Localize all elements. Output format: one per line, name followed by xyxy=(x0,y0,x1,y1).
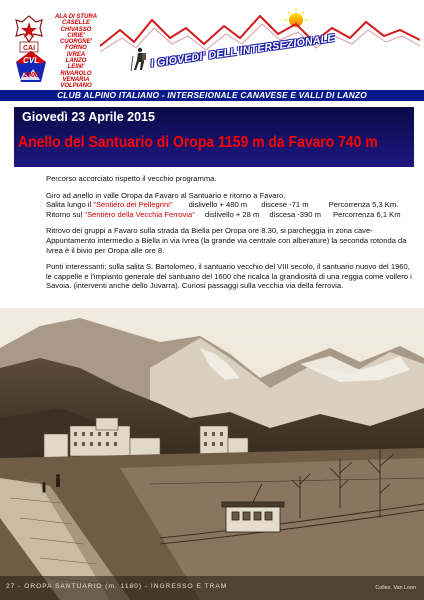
cai-line: CLUB ALPINO ITALIANO - INTERSEIONALE CANAVESE E VALLI DI LANZO xyxy=(57,90,367,100)
ascent-percorrenza: Percorrenza 5,3 Km. xyxy=(328,200,399,210)
town: RIVAROLO xyxy=(60,70,92,77)
town: CUORGNE' xyxy=(59,39,93,46)
descent-prefix: Ritorno sul xyxy=(46,209,85,219)
town: VOLPIANO xyxy=(60,83,92,90)
banner-title: I GIOVEDI' DELL'INTERSEZIONALE xyxy=(150,32,336,70)
header xyxy=(0,0,424,100)
photo-credit: Collez. Van Loon xyxy=(375,585,416,591)
descent-line xyxy=(46,210,416,220)
oropa-photo xyxy=(0,308,424,600)
badge-text: CVL xyxy=(23,56,39,65)
intro-line: Percorso accorciato rispetto il vecchio programma. xyxy=(46,174,217,183)
route-line: Giro ad anello in valle Oropa da Favaro al Santuario e ritorno a Favaro. xyxy=(46,190,286,200)
descent-path: "Sentiero della Vecchia Ferrovia" xyxy=(84,209,195,219)
town: IVREA xyxy=(66,51,86,58)
town: LANZO xyxy=(65,58,87,65)
points-paragraph: Punti interessanti; sulla salita S. Bartolomeo, il santuario vecchio del VIII secolo, il santuario nuovo del 1960, le cappelle e l'impianto generale del santuario del 1600 che ricalca la grandiosità di una reggia come vollero i Savoia. (interventi anche dello Juvarra). Curiosi passaggi sulla vecchia via della ferrovia. xyxy=(46,262,412,291)
event-title: Anello del Santuario di Oropa 1159 m da Favaro 740 m xyxy=(18,134,378,151)
town: VENARIA xyxy=(62,76,90,83)
descent-dislivello: dislivello + 28 m xyxy=(205,209,260,219)
badge-year: 2000 xyxy=(23,72,39,79)
ascent-prefix: Salita lungo il xyxy=(46,200,94,210)
descent-discesa: discesa -390 m xyxy=(269,209,321,219)
event-date: Giovedì 23 Aprile 2015 xyxy=(22,110,155,124)
photo-caption: 27 - OROPA SANTUARIO (m. 1180) - INGRESSO E TRAM xyxy=(6,583,228,590)
town: LEINI' xyxy=(67,64,85,71)
town: CASELLE xyxy=(61,20,90,27)
meeting-paragraph: Ritrovo dei gruppi a Favaro sulla strada da Biella per Oropa ore 8.30, si parcheggia in zona cave- Appuntamento intermedio a Biella in via Ivrea (la grande via centrale con alberature) la seconda rotonda da Ivrea è il bivio per Oropa alle ore 8. xyxy=(46,226,407,255)
descent-percorrenza: Percorrenza 6,1 Km xyxy=(333,209,401,219)
body-text xyxy=(46,174,416,298)
town-list xyxy=(50,14,102,90)
town: FORNO xyxy=(65,45,87,52)
ascent-discesa: discese -71 m xyxy=(261,200,309,210)
ascent-path: "Sentiero dei Pellegrini" xyxy=(93,200,173,210)
town: CHIVASSO xyxy=(60,26,92,33)
ascent-dislivello: dislivello + 480 m xyxy=(188,200,248,210)
svg-text:CAI: CAI xyxy=(22,45,36,52)
ascent-line xyxy=(46,200,416,210)
town: CIRIE' xyxy=(67,32,85,39)
town: ALA DI STURA xyxy=(54,14,98,20)
